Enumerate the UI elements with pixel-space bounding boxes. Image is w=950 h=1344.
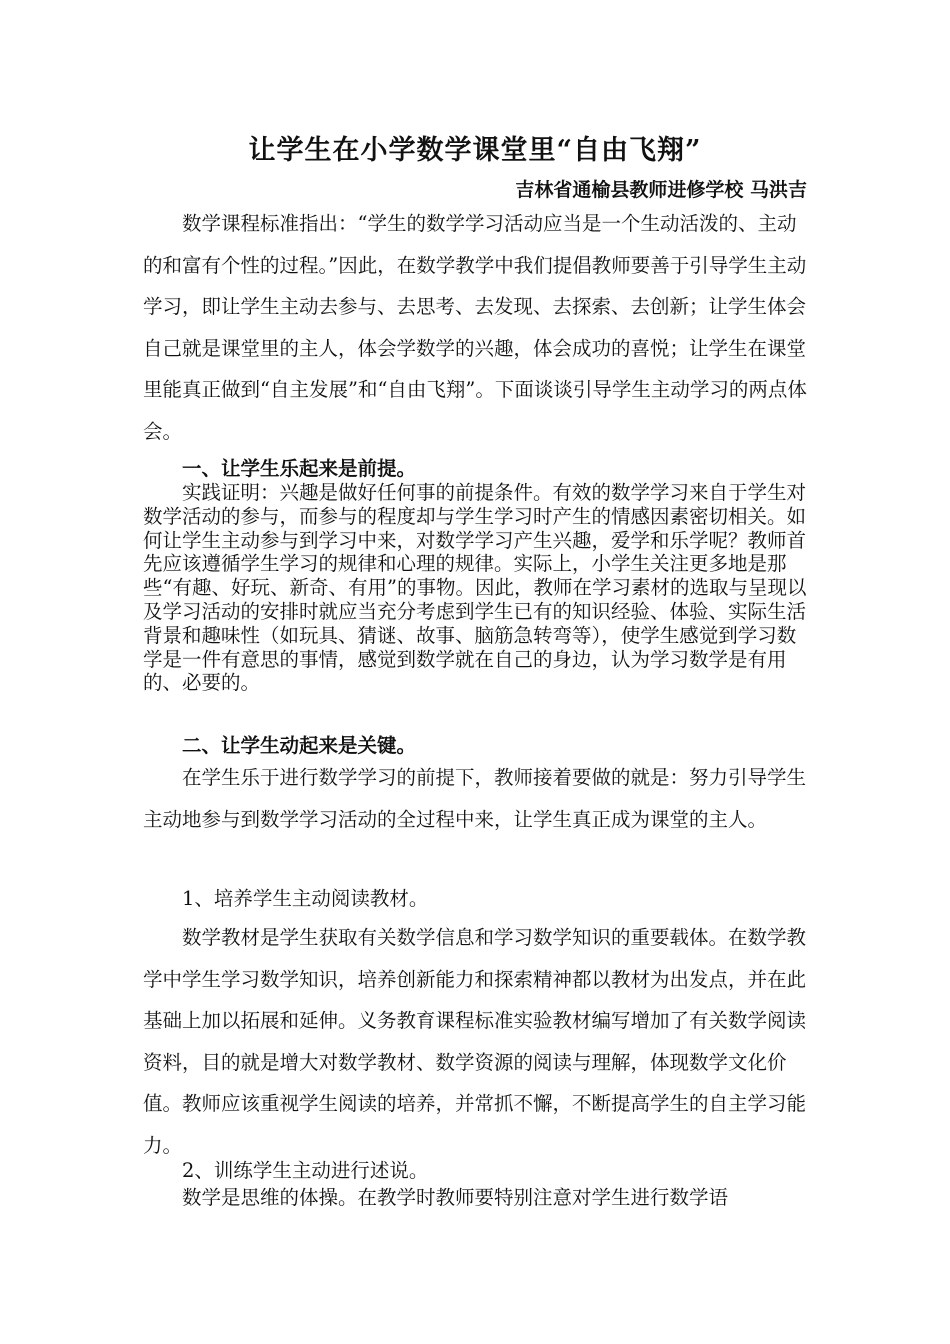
section-2-paragraph: 在学生乐于进行数学学习的前提下，教师接着要做的就是：努力引导学生主动地参与到数学学习活动的全过程中来，让学生真正成为课堂的主人。: [143, 766, 807, 831]
item-2-paragraph: 数学是思维的体操。在教学时教师要特别注意对学生进行数学语: [182, 1186, 729, 1209]
section-1-paragraph: 实践证明：兴趣是做好任何事的前提条件。有效的数学学习来自于学生对数学活动的参与，而参与的程度却与学生学习时产生的情感因素密切相关。如何让学生主动参与到学习中来，对数学学习产生兴趣，爱学和乐学呢？教师首先应该遵循学生学习的规律和心理的规律。实际上，小学生关注更多地是那些“有趣、好玩、新奇、有用”的事物。因此，教师在学习素材的选取与呈现以及学习活动的安排时就应当充分考虑到学生已有的知识经验、体验、实际生活背景和趣味性（如玩具、猜谜、故事、脑筋急转弯等），使学生感觉到学习数学是一件有意思的事情，感觉到数学就在自己的身边，认为学习数学是有用的、必要的。: [143, 481, 807, 695]
author-line: 吉林省通榆县教师进修学校 马洪吉: [515, 179, 807, 201]
item-2-heading: 2、训练学生主动进行述说。: [182, 1159, 429, 1182]
intro-paragraph: 数学课程标准指出：“学生的数学学习活动应当是一个生动活泼的、主动的和富有个性的过程。”因此，在数学教学中我们提倡教师要善于引导学生主动学习，即让学生主动去参与、去思考、去发现、去探索、去创新；让学生体会自己就是课堂里的主人，体会学数学的兴趣，体会成功的喜悦；让学生在课堂里能真正做到“自主发展”和“自由飞翔”。下面谈谈引导学生主动学习的两点体会。: [143, 212, 807, 443]
section-1-heading: 一、让学生乐起来是前提。: [182, 457, 417, 480]
item-1-paragraph: 数学教材是学生获取有关数学信息和学习数学知识的重要载体。在数学教学中学生学习数学知识，培养创新能力和探索精神都以教材为出发点，并在此基础上加以拓展和延伸。义务教育课程标准实验教材编写增加了有关数学阅读资料，目的就是增大对数学教材、数学资源的阅读与理解，体现数学文化价值。教师应该重视学生阅读的培养，并常抓不懈，不断提高学生的自主学习能力。: [143, 926, 807, 1157]
item-1-heading: 1、培养学生主动阅读教材。: [182, 887, 429, 910]
section-2-heading: 二、让学生动起来是关键。: [182, 734, 417, 757]
document-title: 让学生在小学数学课堂里“自由飞翔”: [248, 135, 702, 166]
